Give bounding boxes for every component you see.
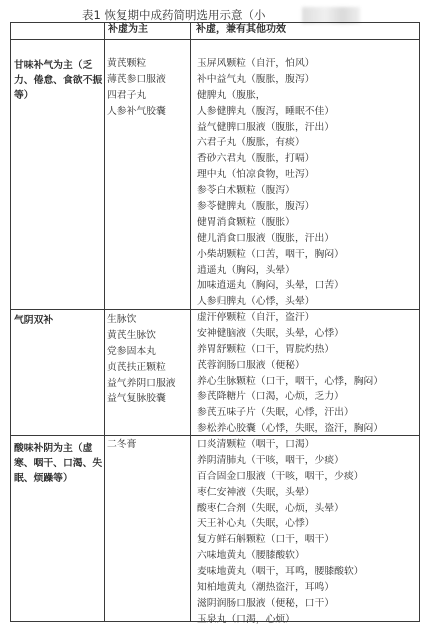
list-item: 复方鲜石斛颗粒（口干，咽干） [197,534,335,546]
list-item: 芪蓉润肠口服液（便秘） [197,359,305,371]
list-item: 人参补气胶囊 [107,105,166,117]
main-list-qi-yin [107,312,176,407]
medicine-table [10,22,420,625]
list-item: 健儿消食口服液（腹胀，汗出） [197,232,335,244]
list-item: 加味逍遥丸（胸闷，头晕，口苦） [197,280,344,292]
list-item: 贞芪扶正颗粒 [107,361,166,373]
list-item: 人参健脾丸（腹泻，睡眠不佳） [197,105,335,117]
header-divider [10,39,420,40]
list-item: 健脾丸（腹胀， [197,89,266,101]
list-item: 参松养心胶囊（心悸，失眠，盗汗，胸闷） [197,423,384,435]
list-item: 益气养阴口服液 [107,377,176,389]
list-item: 麦味地黄丸（咽干，耳鸣，腰膝酸软） [197,566,364,578]
category-qi: 甘味补气为主（乏力、倦怠、食欲不振等） [14,60,103,101]
list-item: 养胃舒颗粒（口干，胃脘灼热） [197,343,335,355]
list-item: 玉屏风颗粒（自汗，怕风） [197,58,315,69]
list-item: 黄芪生脉饮 [107,329,156,341]
table-border-left [10,22,11,622]
list-item: 益气复脉胶囊 [107,393,166,405]
list-item: 参芪五味子片（失眠，心悸，汗出） [197,407,354,419]
list-item: 薄芪参口服液 [107,73,166,85]
list-item: 枣仁安神液（失眠，头晕） [197,486,315,498]
list-item: 二冬膏 [107,439,137,450]
list-item: 六君子丸（腹胀，有痰） [197,137,305,149]
list-item: 理中丸（怕凉食物，吐泻） [197,169,315,181]
category-yin: 酸味补阴为主（虚寒、咽干、口渴、失眠、烦躁等） [14,443,103,484]
list-item: 养阴清肺丸（干咳，咽干，少痰） [197,454,344,466]
list-item: 四君子丸 [107,89,147,101]
list-item: 小柴胡颗粒（口苦，咽干，胸闷） [197,248,344,260]
main-list-yin [107,437,136,453]
column-divider-2 [190,22,191,622]
table-border-right [419,22,420,622]
list-item: 党参固本丸 [107,345,156,357]
list-item: 参苓健脾丸（腹胀，腹泻） [197,201,315,213]
other-list-yin [197,437,364,628]
list-item: 健胃消食颗粒（腹胀） [197,216,295,228]
list-item: 参苓白术颗粒（腹泻） [197,185,295,197]
list-item: 生脉饮 [107,314,137,325]
other-list-qi [197,56,344,310]
list-item: 补中益气丸（腹胀，腹泻） [197,73,315,85]
list-item: 香砂六君丸（腹胀，打嗝） [197,153,315,165]
list-item: 安神健脑液（失眠，头晕，心悸） [197,327,344,339]
category-qi-yin: 气阴双补 [14,315,54,326]
list-item: 知柏地黄丸（潮热盗汗，耳鸣） [197,582,335,594]
header-other: 补虚，兼有其他功效 [196,24,286,35]
list-item: 参芪降糖片（口渴，心烦，乏力） [197,391,344,403]
list-item: 益气健脾口服液（腹胀，汗出） [197,121,335,133]
list-item: 百合固金口服液（干咳，咽干，少痰） [197,470,364,482]
other-list-qi-yin [197,310,383,437]
list-item: 六味地黄丸（腰膝酸软） [197,550,305,562]
list-item: 天王补心丸（失眠，心悸） [197,518,315,530]
list-item: 玉泉丸（口渴，心烦） [197,613,295,625]
list-item: 酸枣仁合剂（失眠，心烦，头晕） [197,502,344,514]
list-item: 人参归脾丸（心悸，头晕） [197,296,315,308]
list-item: 口炎清颗粒（咽干，口渴） [197,439,315,450]
list-item: 虚汗停颗粒（自汗，盗汗） [197,312,315,323]
table-caption: 表1 恢复期中成药简明选用示意（小 [82,8,266,22]
list-item: 逍遥丸（胸闷，头晕） [197,264,295,276]
list-item: 滋阴润肠口服液（便秘，口干） [197,597,335,609]
list-item: 养心生脉颗粒（口干，咽干，心悸，胸闷） [197,375,384,387]
header-main: 补虚为主 [108,24,148,35]
main-list-qi [107,56,166,120]
column-divider-1 [104,22,105,622]
list-item: 黄芪颗粒 [107,58,147,69]
